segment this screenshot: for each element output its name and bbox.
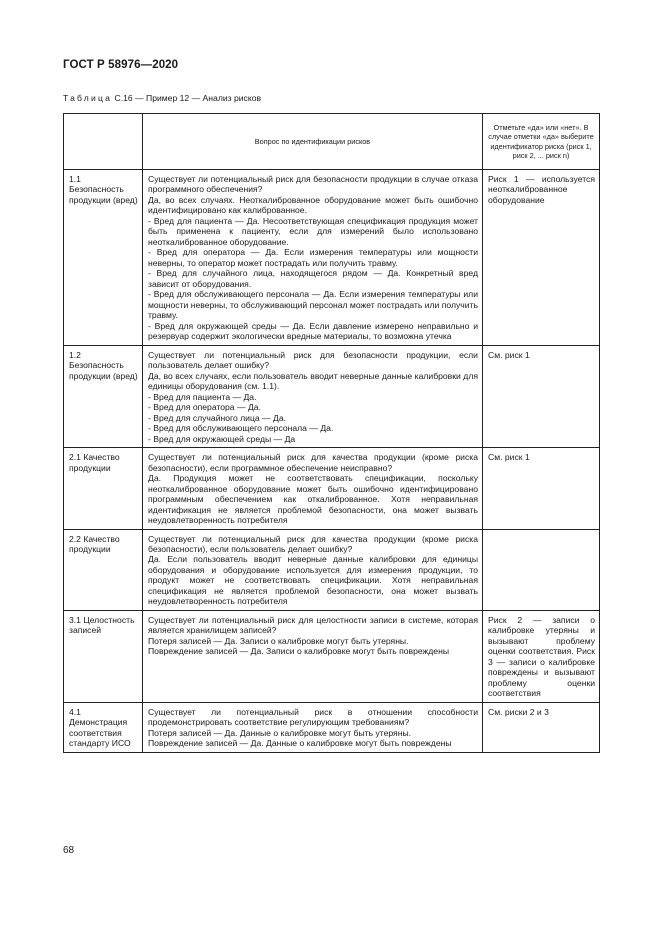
row-item: 2.1 Качество продукции: [64, 448, 143, 529]
risk-analysis-table: [63, 113, 600, 753]
row-question: [143, 529, 483, 610]
table-row: [64, 702, 600, 752]
question-line: - Вред для оператора — Да.: [148, 402, 261, 413]
document-code: ГОСТ Р 58976—2020: [63, 59, 179, 71]
question-line: Потеря записей — Да. Записи о калибровке могут быть утеряны.: [148, 635, 409, 646]
header-question: Вопрос по идентификации рисков: [143, 114, 483, 170]
row-answer: [483, 529, 600, 610]
row-answer: См. риск 1: [483, 448, 600, 529]
question-line: - Вред для окружающей среды — Да. Если давление измерено неправильно и резервуар содержит экологически вредные материалы, то возможна утечка: [148, 320, 478, 342]
row-item: 1.2 Безопасность продукции (вред): [64, 345, 143, 447]
row-question: [143, 702, 483, 752]
question-line: - Вред для обслуживающего персонала — Да.: [148, 423, 334, 434]
row-answer: Риск 1 — используется неоткалиброванное оборудование: [483, 170, 600, 346]
question-line: Существует ли потенциальный риск для безопасности продукции в случае отказа программного обеспечения?: [148, 174, 478, 195]
caption-label: Таблица: [63, 93, 113, 103]
question-line: Существует ли потенциальный риск для качества продукции (кроме риска безопасности), если пользователь делает ошибку?: [148, 533, 478, 554]
row-question: [143, 448, 483, 529]
row-item: 2.2 Качество продукции: [64, 529, 143, 610]
question-line: - Вред для обслуживающего персонала — Да. Если измерения температуры или мощности неверны, то обслуживающий персонал может пострадать или получить травму.: [148, 289, 478, 321]
table-row: [64, 345, 600, 447]
header-item-cell: [64, 114, 143, 170]
question-line: Да. Продукция может не соответствовать спецификации, поскольку неоткалиброванное оборудование может быть ошибочно идентифицировано программным обеспечением как откалиброванное. Хотя неправильная идентификация не является проблемой безопасности, она может вызвать неудовлетворенность потребителя: [148, 473, 478, 526]
row-item: 4.1 Демонстрация соответствия стандарту ИСО: [64, 702, 143, 752]
question-line: Существует ли потенциальный риск для качества продукции (кроме риска безопасности), если программное обеспечение неисправно?: [148, 452, 478, 473]
question-line: - Вред для окружающей среды — Да: [148, 433, 296, 444]
row-item: 3.1 Целостность записей: [64, 610, 143, 702]
question-line: - Вред для случайного лица, находящегося рядом — Да. Конкретный вред зависит от оборудования.: [148, 268, 478, 289]
table-header-row: [64, 114, 600, 170]
table-row: [64, 448, 600, 529]
question-line: Существует ли потенциальный риск для безопасности продукции, если пользователь делает ошибку?: [148, 349, 478, 371]
question-line: - Вред для пациента — Да.: [148, 391, 257, 402]
caption-text: С.16 — Пример 12 — Анализ рисков: [112, 93, 262, 103]
header-answer: Отметьте «да» или «нет». В случае отметки «да» выберите идентификатор риска (риск 1, риск 2, ... риск n): [483, 114, 600, 170]
table-row: [64, 529, 600, 610]
question-line: - Вред для случайного лица — Да.: [148, 412, 286, 423]
question-line: - Вред для пациента — Да. Несоответствующая спецификация продукция может быть применена к пациенту, если для измерений было использовано неоткалиброванное оборудование.: [148, 215, 478, 247]
question-line: Да, во всех случаях. Неоткалиброванное оборудование может быть ошибочно идентифицировано как калиброванное.: [148, 194, 478, 216]
question-line: Повреждение записей — Да. Записи о калибровке могут быть повреждены: [148, 646, 449, 657]
table-caption: [63, 93, 261, 103]
question-line: Да. Если пользователь вводит неверные данные калибровки для единицы оборудования и оборудование используется для измерения продукции, то продукт может не соответствовать спецификации. Хотя неправильная спецификация не является проблемой безопасности, она может вызвать неудовлетворенность потребителя: [148, 554, 478, 607]
row-question: [143, 170, 483, 346]
question-line: Существует ли потенциальный риск в отношении способности продемонстрировать соответствие регулирующим требованиям?: [148, 706, 478, 728]
row-question: [143, 610, 483, 702]
question-line: Потеря записей — Да. Данные о калибровке могут быть утеряны.: [148, 727, 412, 738]
row-item: 1.1 Безопасность продукции (вред): [64, 170, 143, 346]
question-line: Повреждение записей — Да. Данные о калибровке могут быть повреждены: [148, 738, 452, 749]
page-number: 68: [63, 845, 75, 856]
row-answer: Риск 2 — записи о калибровке утеряны и вызывают проблему оценки соответствия. Риск 3 — записи о калибровке повреждены и вызывают проблему оценки соответствия: [483, 610, 600, 702]
question-line: - Вред для оператора — Да. Если измерения температуры или мощности неверны, то оператор может пострадать или получить травму.: [148, 247, 478, 268]
row-answer: См. риск 1: [483, 345, 600, 447]
question-line: Существует ли потенциальный риск для целостности записи в системе, которая является хранилищем записей?: [148, 614, 478, 636]
table-row: [64, 170, 600, 346]
row-answer: См. риски 2 и 3: [483, 702, 600, 752]
row-question: [143, 345, 483, 447]
question-line: Да, во всех случаях, если пользователь вводит неверные данные калибровки для единицы оборудования (см. 1.1).: [148, 370, 478, 392]
table-row: [64, 610, 600, 702]
